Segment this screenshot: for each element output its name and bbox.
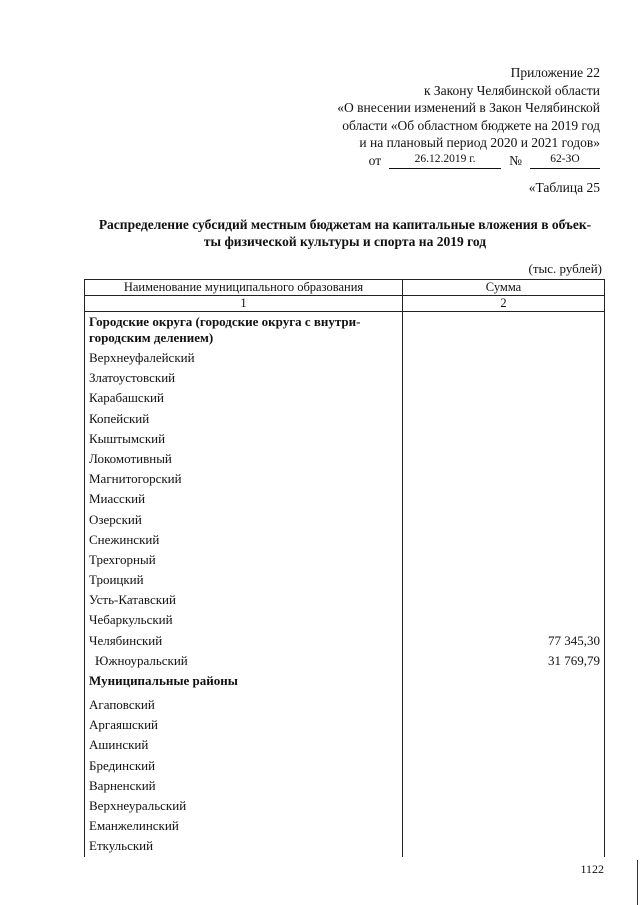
title-line: Распределение субсидий местным бюджетам на капитальные вложения в объек- [98,217,592,232]
table-group-row [85,671,605,695]
title-line: ты физической культуры и спорта на 2019 год [203,234,487,249]
municipality-name: Троицкий [85,570,403,590]
municipality-name: Брединский [85,756,403,776]
subsidy-sum [403,735,605,755]
table-row [85,651,605,671]
table-group-row [85,312,605,349]
subsidy-sum [403,756,605,776]
table-tag: «Таблица 25 [528,180,600,195]
table-row [85,836,605,856]
subsidy-sum [403,610,605,630]
subsidy-sum [403,671,605,695]
column-header-sum: Сумма [403,280,605,296]
subsidy-sum [403,796,605,816]
table-row [85,590,605,610]
table-row [85,489,605,509]
subsidy-sum: 77 345,30 [403,631,605,651]
appendix-line: области «Об областном бюджете на 2019 год [342,117,600,133]
municipality-name: Снежинский [85,530,403,550]
municipality-name: Кыштымский [85,429,403,449]
column-number-row [85,296,605,312]
column-number: 2 [403,296,605,312]
subsidy-sum: 31 769,79 [403,651,605,671]
table-row [85,510,605,530]
table-row [85,796,605,816]
municipality-name: Озерский [85,510,403,530]
subsidy-table-wrap [84,279,604,857]
subsidy-sum [403,348,605,368]
table-row [85,715,605,735]
table-row [85,756,605,776]
municipality-name: Трехгорный [85,550,403,570]
municipality-name: Еткульский [85,836,403,856]
subsidy-table [84,279,605,857]
subsidy-sum [403,836,605,856]
units-label: (тыс. рублей) [528,261,602,276]
subsidy-sum [403,429,605,449]
subsidy-sum [403,469,605,489]
subsidy-sum [403,550,605,570]
municipality-name: Агаповский [85,695,403,715]
law-number: 62-ЗО [530,152,600,170]
municipality-name: Миасский [85,489,403,509]
subsidy-sum [403,510,605,530]
table-row [85,776,605,796]
municipality-name: Челябинский [85,631,403,651]
municipality-name: Верхнеуральский [85,796,403,816]
table-row [85,550,605,570]
municipality-name: Верхнеуфалейский [85,348,403,368]
municipality-name: Еманжелинский [85,816,403,836]
municipality-name: Магнитогорский [85,469,403,489]
subsidy-sum [403,449,605,469]
table-row [85,530,605,550]
appendix-line: к Закону Челябинской области [423,82,600,98]
subsidy-sum [403,816,605,836]
municipality-name: Карабашский [85,388,403,408]
number-label: № [509,152,522,168]
municipality-name: Усть-Катавский [85,590,403,610]
page-number: 1122 [580,862,604,876]
table-row [85,429,605,449]
appendix-block [200,64,600,169]
subsidy-sum [403,776,605,796]
table-header-row [85,280,605,296]
appendix-line: «О внесении изменений в Закон Челябинской [337,100,600,115]
table-row [85,469,605,489]
subsidy-sum [403,695,605,715]
table-body [85,312,605,857]
subsidy-sum [403,312,605,349]
municipality-name: Муниципальные районы [85,671,403,695]
municipality-name: Златоустовский [85,368,403,388]
subsidy-sum [403,409,605,429]
column-header-name: Наименование муниципального образования [85,280,403,296]
municipality-name: Ашинский [85,735,403,755]
municipality-name: Городские округа (городские округа с внутри-городским делением) [85,312,403,349]
table-row [85,409,605,429]
from-label: от [368,152,382,168]
municipality-name: Копейский [85,409,403,429]
document-title [80,216,610,250]
subsidy-sum [403,530,605,550]
subsidy-sum [403,715,605,735]
table-row [85,816,605,836]
subsidy-sum [403,590,605,610]
appendix-line: Приложение 22 [510,65,600,80]
municipality-name: Аргаяшский [85,715,403,735]
subsidy-sum [403,570,605,590]
table-row [85,735,605,755]
table-row [85,695,605,715]
municipality-name: Локомотивный [85,449,403,469]
column-number: 1 [85,296,403,312]
table-row [85,570,605,590]
table-row [85,368,605,388]
municipality-name: Южноуральский [85,651,403,671]
subsidy-sum [403,489,605,509]
table-row [85,348,605,368]
table-row [85,388,605,408]
municipality-name: Чебаркульский [85,610,403,630]
law-date: 26.12.2019 г. [389,152,501,170]
table-row [85,610,605,630]
municipality-name: Варненский [85,776,403,796]
subsidy-sum [403,368,605,388]
table-row [85,631,605,651]
scan-edge-mark [637,860,638,905]
subsidy-sum [403,388,605,408]
table-row [85,449,605,469]
law-reference [200,152,600,170]
appendix-line: и на плановый период 2020 и 2021 годов» [359,135,600,150]
